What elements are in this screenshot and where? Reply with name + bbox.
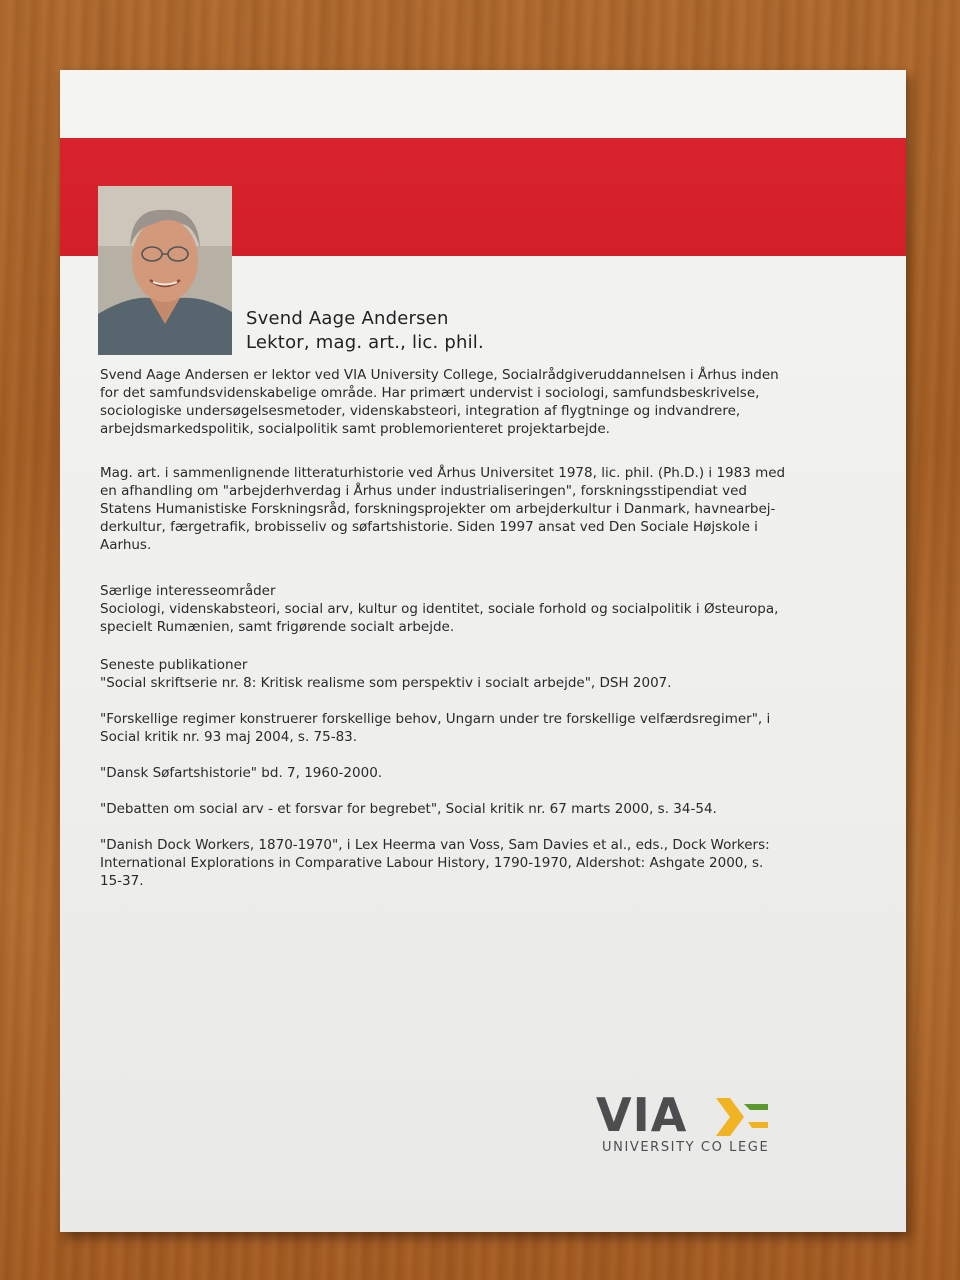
text-line: Mag. art. i sammenlignende litteraturhistorie ved Århus Universitet 1978, lic. phil. (Ph.D.) i 1983 med bbox=[100, 465, 786, 481]
via-arrow-icon bbox=[714, 1096, 770, 1138]
education-paragraph bbox=[100, 464, 820, 554]
spacer bbox=[100, 746, 820, 764]
logo-brand: VIA bbox=[596, 1088, 688, 1142]
text-line: Statens Humanistiske Forskningsråd, forskningsprojekter om arbejderkultur i Danmark, havnearbej- bbox=[100, 501, 776, 517]
author-title: Lektor, mag. art., lic. phil. bbox=[246, 332, 484, 353]
text-line: arbejdsmarkedspolitik, socialpolitik samt problemorienteret projektarbejde. bbox=[100, 421, 610, 437]
text-line: specielt Rumænien, samt frigørende socialt arbejde. bbox=[100, 619, 455, 635]
publication-line: "Dansk Søfartshistorie" bd. 7, 1960-2000. bbox=[100, 765, 383, 781]
section-heading: Særlige interesseområder bbox=[100, 583, 276, 599]
author-photo bbox=[98, 186, 232, 355]
bio-paragraph bbox=[100, 366, 820, 438]
section-heading: Seneste publikationer bbox=[100, 657, 248, 673]
spacer bbox=[100, 818, 820, 836]
publication-line: "Social skriftserie nr. 8: Kritisk realisme som perspektiv i socialt arbejde", DSH 2007. bbox=[100, 675, 672, 691]
text-line: en afhandling om "arbejderhverdag i Århus under industrialiseringen", forskningsstipendiat ved bbox=[100, 483, 748, 499]
publication-line: Social kritik nr. 93 maj 2004, s. 75-83. bbox=[100, 729, 358, 745]
via-logo bbox=[596, 1088, 776, 1162]
publications-list bbox=[100, 656, 820, 890]
text-line: sociologiske undersøgelsesmetoder, videnskabsteori, integration af flygtninge og indvandrere, bbox=[100, 403, 741, 419]
publication-line: "Forskellige regimer konstruerer forskellige behov, Ungarn under tre forskellige velfærdsregimer", i bbox=[100, 711, 771, 727]
publication-line: 15-37. bbox=[100, 873, 144, 889]
text-line: for det samfundsvidenskabelige område. Har primært undervist i sociologi, samfundsbeskrivelse, bbox=[100, 385, 760, 401]
interests-paragraph bbox=[100, 582, 820, 636]
publication-line: "Danish Dock Workers, 1870-1970", i Lex Heerma van Voss, Sam Davies et al., eds., Dock Workers: bbox=[100, 837, 770, 853]
publication-line: International Explorations in Comparative Labour History, 1790-1970, Aldershot: Ashgate 2000, s. bbox=[100, 855, 764, 871]
text-line: Svend Aage Andersen er lektor ved VIA University College, Socialrådgiveruddannelsen i Århus inden bbox=[100, 367, 779, 383]
spacer bbox=[100, 692, 820, 710]
text-line: derkultur, færgetrafik, brobisseliv og søfartshistorie. Siden 1997 ansat ved Den Sociale Højskole i bbox=[100, 519, 758, 535]
text-line: Aarhus. bbox=[100, 537, 152, 553]
author-name: Svend Aage Andersen bbox=[246, 308, 449, 329]
spacer bbox=[100, 782, 820, 800]
book-back-cover bbox=[60, 70, 906, 1232]
publication-line: "Debatten om social arv - et forsvar for begrebet", Social kritik nr. 67 marts 2000, s. 34-54. bbox=[100, 801, 717, 817]
text-line: Sociologi, videnskabsteori, social arv, kultur og identitet, sociale forhold og socialpolitik i Østeuropa, bbox=[100, 601, 779, 617]
logo-subtitle: UNIVERSITY CO LEGE bbox=[602, 1140, 770, 1155]
